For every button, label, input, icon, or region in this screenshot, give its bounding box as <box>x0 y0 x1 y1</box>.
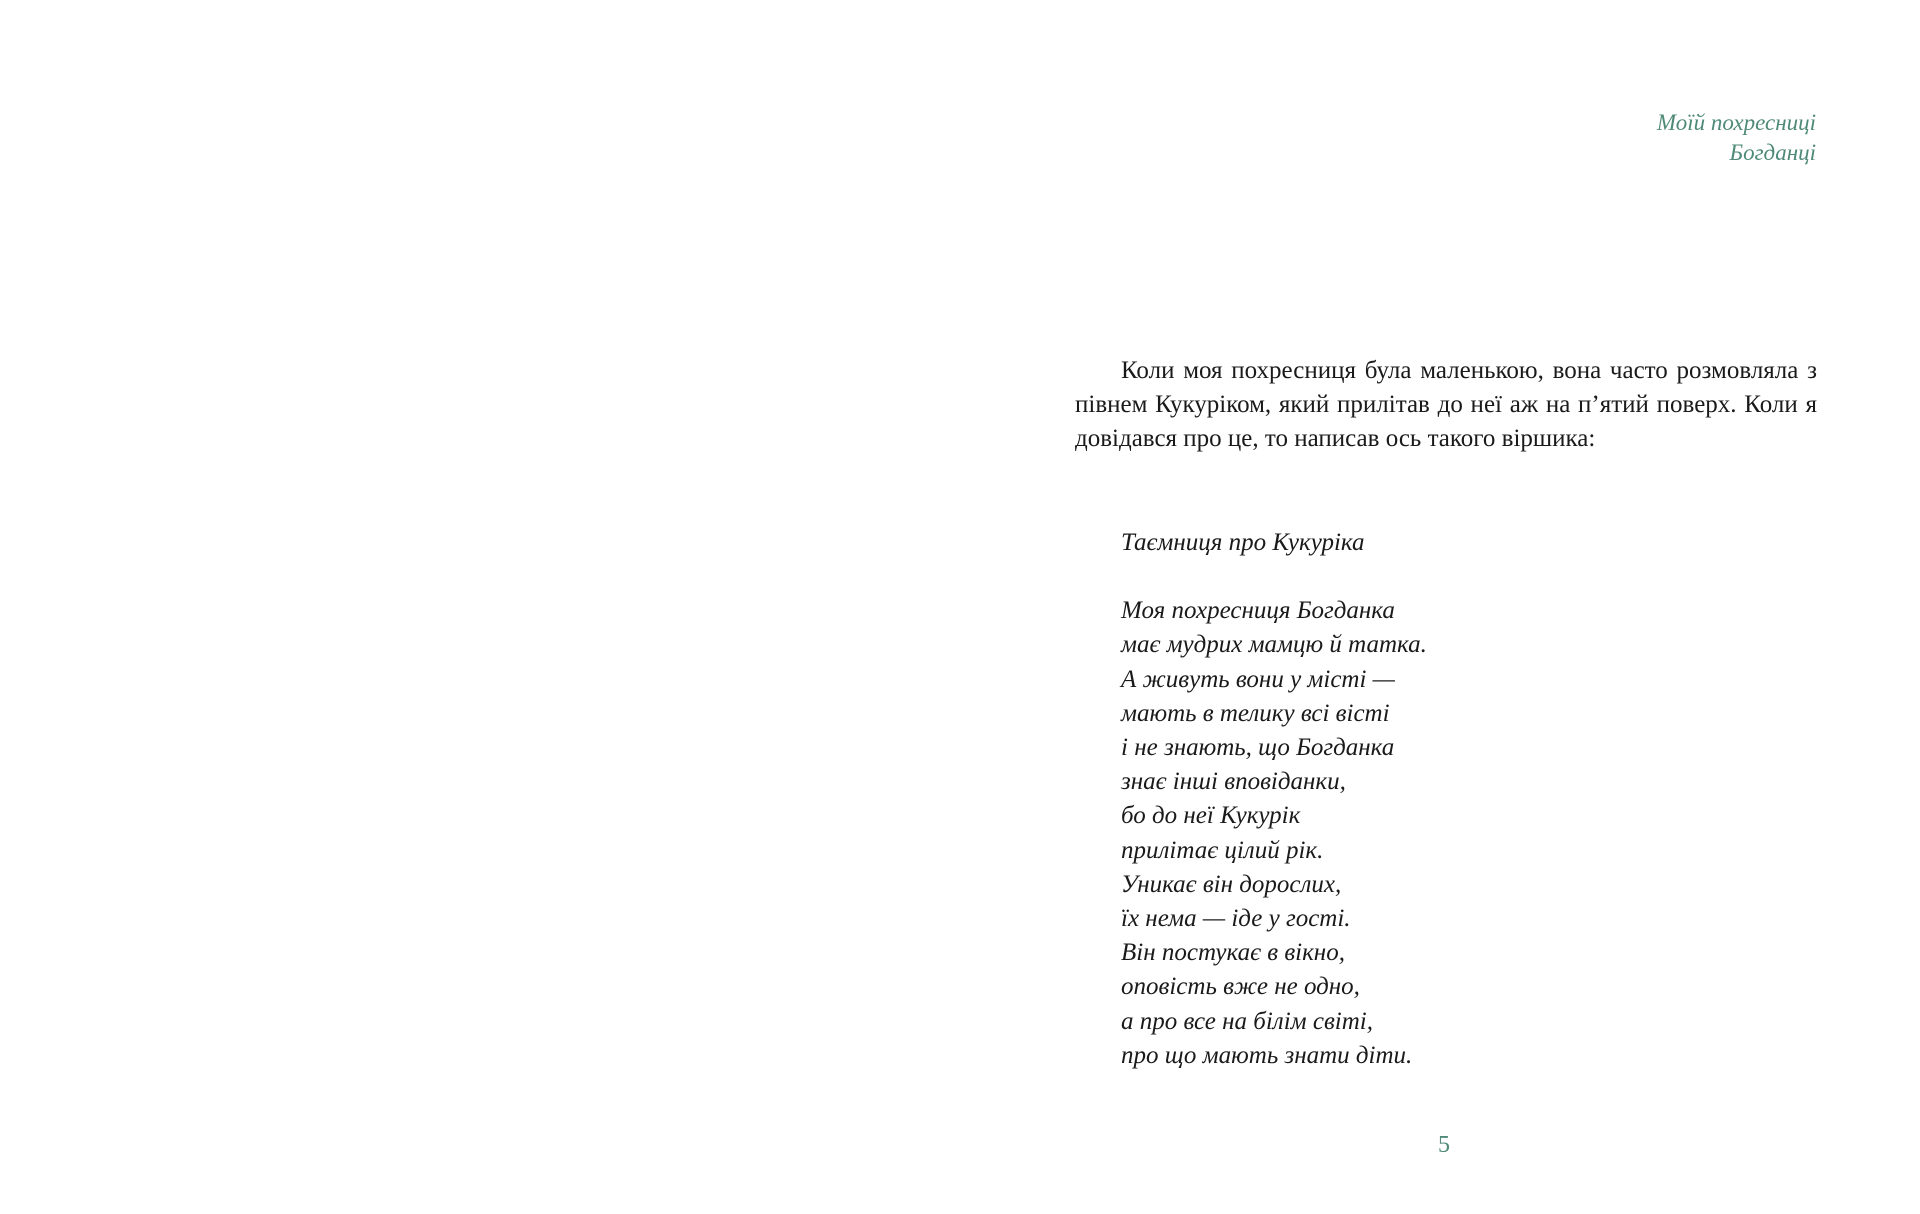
poem-line: і не знають, що Богданка <box>1121 734 1395 762</box>
poem-line: їх нема — іде у гості. <box>1121 905 1351 933</box>
intro-text: Коли моя похресниця була маленькою, вона часто розмовляла з півнем Кукуріком, який прилітав до неї аж на п’ятий поверх. Коли я довідався про це, то написав ось такого віршика: <box>1075 357 1817 452</box>
poem-line: про що мають знати діти. <box>1121 1041 1413 1069</box>
poem-line: А живуть вони у місті — <box>1121 665 1395 693</box>
poem-line: мають в телику всі вісті <box>1121 699 1390 727</box>
dedication-line-2: Богданці <box>1729 140 1816 165</box>
poem-title: Таємниця про Кукуріка <box>1121 529 1365 556</box>
poem-line: має мудрих мамцю й татка. <box>1121 631 1427 659</box>
poem-line: знає інші вповіданки, <box>1121 768 1346 796</box>
poem-line: Він постукає в вікно, <box>1121 939 1345 967</box>
poem-line: Моя похресниця Богданка <box>1121 597 1395 625</box>
poem-line: бо до неї Кукурік <box>1121 802 1301 830</box>
poem-line: а про все на білім світі, <box>1121 1007 1374 1035</box>
dedication <box>1657 108 1816 168</box>
poem-line: прилітає цілий рік. <box>1121 836 1324 864</box>
dedication-line-1: Моїй похресниці <box>1656 110 1816 135</box>
poem-line: Уникає він дорослих, <box>1121 870 1342 898</box>
poem-line: оповість вже не одно, <box>1121 973 1360 1001</box>
poem <box>1121 526 1427 1073</box>
page-number: 5 <box>1438 1132 1450 1158</box>
intro-paragraph <box>1075 354 1817 456</box>
